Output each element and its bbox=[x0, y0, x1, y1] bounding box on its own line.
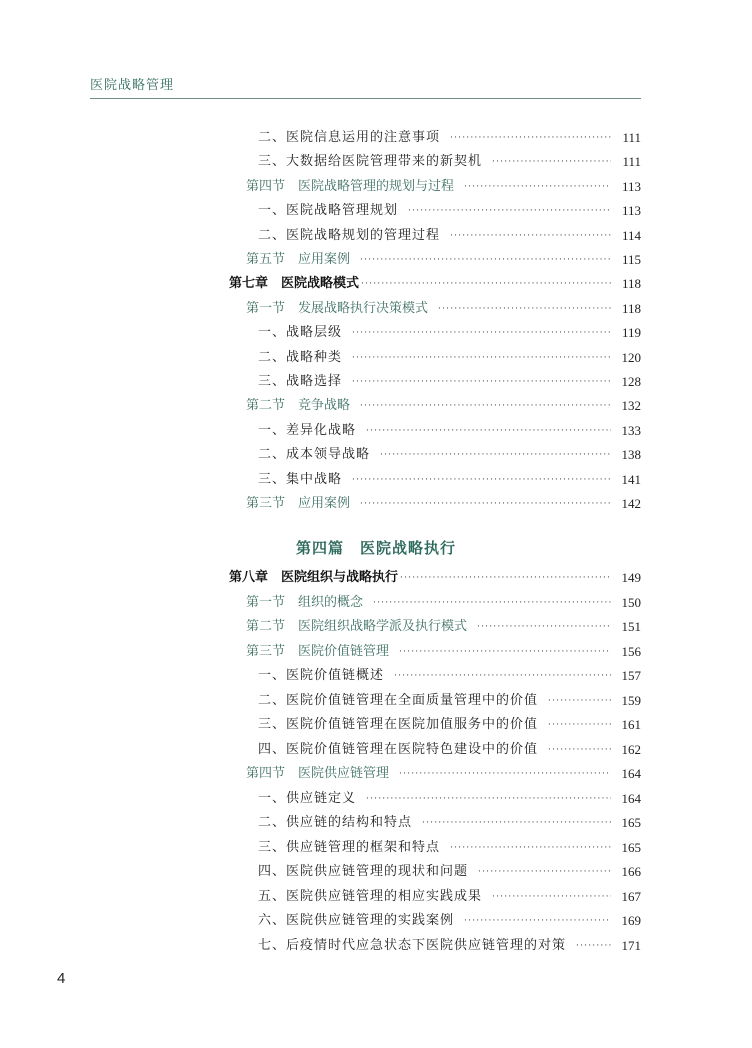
toc-entry bbox=[246, 494, 641, 514]
toc-entry-page: 161 bbox=[621, 717, 641, 732]
toc-entry-label: 二、成本领导战略 bbox=[258, 447, 371, 463]
toc-entry-label: 七、后疫情时代应急状态下医院供应链管理的对策 bbox=[258, 937, 567, 953]
toc-entry-label: 一、战略层级 bbox=[258, 325, 343, 341]
dot-leader bbox=[450, 838, 611, 858]
toc-entry bbox=[246, 617, 641, 637]
dot-leader bbox=[548, 691, 611, 711]
dot-leader bbox=[548, 740, 611, 760]
toc-entry-page: 149 bbox=[621, 570, 641, 585]
toc-entry-page: 133 bbox=[621, 422, 641, 438]
toc-entry-label: 第一节 发展战略执行决策模式 bbox=[246, 300, 429, 316]
toc-entry bbox=[258, 421, 641, 441]
dot-leader bbox=[352, 372, 611, 392]
toc-entry bbox=[246, 642, 641, 662]
dot-leader bbox=[380, 445, 611, 465]
dot-leader bbox=[399, 642, 611, 662]
toc-entry-label: 四、医院供应链管理的现状和问题 bbox=[258, 864, 469, 879]
dot-leader bbox=[477, 617, 611, 637]
toc-entry-label: 一、医院价值链概述 bbox=[258, 668, 385, 683]
toc-entry bbox=[246, 764, 641, 784]
toc-entry-label: 第二节 竞争战略 bbox=[246, 398, 351, 414]
toc-entry-page: 165 bbox=[621, 839, 641, 855]
toc-entry-page: 115 bbox=[621, 252, 641, 267]
toc-entry-page: 111 bbox=[622, 154, 641, 170]
toc-entry bbox=[258, 152, 641, 172]
dot-leader bbox=[394, 666, 611, 686]
toc-entry-page: 162 bbox=[621, 741, 641, 757]
dot-leader bbox=[360, 494, 611, 514]
dot-leader bbox=[408, 201, 611, 221]
dot-leader bbox=[361, 274, 611, 294]
dot-leader bbox=[366, 421, 611, 441]
toc-entry-label: 二、战略种类 bbox=[258, 349, 343, 365]
toc-entry-page: 171 bbox=[621, 937, 641, 953]
toc-entry-page: 118 bbox=[621, 276, 641, 292]
toc-entry-label: 第四节 医院战略管理的规划与过程 bbox=[246, 178, 455, 194]
toc-entry-label: 第三节 应用案例 bbox=[246, 496, 351, 511]
toc-entry-page: 111 bbox=[622, 130, 641, 145]
toc-entry bbox=[258, 789, 641, 809]
toc-entry-page: 157 bbox=[621, 668, 641, 683]
toc-entry-label: 一、供应链定义 bbox=[258, 790, 357, 806]
toc-entry-label: 一、医院战略管理规划 bbox=[258, 203, 399, 219]
toc-entry-label: 三、战略选择 bbox=[258, 374, 343, 389]
toc-entry bbox=[258, 862, 641, 882]
toc-entry-label: 第二节 医院组织战略学派及执行模式 bbox=[246, 619, 468, 634]
toc-entry-label: 第八章 医院组织与战略执行 bbox=[229, 570, 399, 585]
toc-entry bbox=[258, 128, 641, 148]
toc-entry-page: 128 bbox=[621, 374, 641, 389]
toc-entry-page: 164 bbox=[621, 790, 641, 806]
toc-entry-page: 119 bbox=[621, 325, 641, 341]
dot-leader bbox=[352, 470, 611, 490]
toc-entry-page: 166 bbox=[621, 864, 641, 879]
toc-entry-page: 132 bbox=[621, 398, 641, 414]
running-title: 医院战略管理 bbox=[90, 78, 175, 93]
toc-entry-label: 一、差异化战略 bbox=[258, 422, 357, 438]
toc-entry-label: 三、大数据给医院管理带来的新契机 bbox=[258, 154, 483, 170]
toc-entry-label: 二、医院价值链管理在全面质量管理中的价值 bbox=[258, 692, 539, 708]
toc-entry-label: 第五节 应用案例 bbox=[246, 252, 351, 267]
toc-entry-page: 113 bbox=[621, 178, 641, 194]
toc-entry-page: 156 bbox=[621, 643, 641, 659]
toc-entry bbox=[258, 936, 641, 956]
toc-entry-label: 四、医院价值链管理在医院特色建设中的价值 bbox=[258, 741, 539, 757]
toc-entry-label: 六、医院供应链管理的实践案例 bbox=[258, 913, 455, 928]
toc-entry bbox=[258, 887, 641, 907]
toc-entry-page: 114 bbox=[621, 227, 641, 243]
toc-entry-page: 113 bbox=[621, 203, 641, 219]
toc-entry-page: 150 bbox=[621, 594, 641, 610]
toc-entry-page: 164 bbox=[621, 766, 641, 781]
toc-entry-page: 138 bbox=[621, 447, 641, 463]
toc-entry bbox=[258, 445, 641, 465]
toc-entry bbox=[258, 838, 641, 858]
dot-leader bbox=[400, 568, 611, 588]
part-title: 第四篇 医院战略执行 bbox=[295, 539, 456, 557]
dot-leader bbox=[373, 593, 611, 613]
toc-entry-page: 151 bbox=[621, 619, 641, 634]
toc-entry-label: 第七章 医院战略模式 bbox=[229, 276, 360, 292]
toc-entry bbox=[258, 666, 641, 686]
dot-leader bbox=[422, 813, 611, 833]
toc-entry-page: 142 bbox=[621, 496, 641, 511]
toc-entry-label: 二、供应链的结构和特点 bbox=[258, 815, 413, 830]
toc-entry bbox=[229, 568, 641, 588]
dot-leader bbox=[492, 887, 611, 907]
toc-entry bbox=[246, 177, 641, 197]
dot-leader bbox=[492, 152, 611, 172]
toc-entry-label: 第三节 医院价值链管理 bbox=[246, 643, 390, 659]
dot-leader bbox=[360, 396, 611, 416]
toc-entry bbox=[258, 911, 641, 931]
dot-leader bbox=[464, 177, 611, 197]
toc-entry bbox=[246, 250, 641, 270]
toc-entry bbox=[258, 740, 641, 760]
toc-entry bbox=[258, 323, 641, 343]
toc-entry-label: 第四节 医院供应链管理 bbox=[246, 766, 390, 781]
dot-leader bbox=[352, 323, 611, 343]
toc-entry bbox=[246, 299, 641, 319]
toc-entry-label: 三、集中战略 bbox=[258, 471, 343, 487]
dot-leader bbox=[399, 764, 611, 784]
toc-entry-label: 二、医院战略规划的管理过程 bbox=[258, 227, 441, 243]
dot-leader bbox=[366, 789, 611, 809]
dot-leader bbox=[548, 715, 611, 735]
toc-entry-label: 二、医院信息运用的注意事项 bbox=[258, 130, 441, 145]
toc-entry-label: 第一节 组织的概念 bbox=[246, 594, 364, 610]
toc-entry bbox=[229, 274, 641, 294]
toc-entry bbox=[258, 470, 641, 490]
dot-leader bbox=[576, 936, 611, 956]
toc-entry-page: 118 bbox=[621, 300, 641, 316]
dot-leader bbox=[438, 299, 611, 319]
toc-entry bbox=[258, 348, 641, 368]
toc-entry-page: 120 bbox=[621, 349, 641, 365]
toc-entry-page: 169 bbox=[621, 913, 641, 928]
page-number: 4 bbox=[57, 970, 66, 987]
dot-leader bbox=[450, 226, 611, 246]
dot-leader bbox=[450, 128, 611, 148]
toc-entry bbox=[258, 691, 641, 711]
toc-entry-page: 159 bbox=[621, 692, 641, 708]
toc-entry-label: 三、供应链管理的框架和特点 bbox=[258, 839, 441, 855]
toc-entry bbox=[258, 715, 641, 735]
dot-leader bbox=[352, 348, 611, 368]
toc-entry-label: 三、医院价值链管理在医院加值服务中的价值 bbox=[258, 717, 539, 732]
dot-leader bbox=[464, 911, 611, 931]
dot-leader bbox=[478, 862, 611, 882]
header-rule bbox=[90, 98, 641, 99]
dot-leader bbox=[360, 250, 611, 270]
toc-entry-label: 五、医院供应链管理的相应实践成果 bbox=[258, 888, 483, 904]
toc-entry bbox=[258, 813, 641, 833]
toc-entry bbox=[258, 226, 641, 246]
toc-entry-page: 165 bbox=[621, 815, 641, 830]
toc-entry-page: 167 bbox=[621, 888, 641, 904]
toc-entry bbox=[258, 201, 641, 221]
toc-entry-page: 141 bbox=[621, 471, 641, 487]
toc-entry bbox=[246, 593, 641, 613]
toc-entry bbox=[246, 396, 641, 416]
toc-entry bbox=[258, 372, 641, 392]
